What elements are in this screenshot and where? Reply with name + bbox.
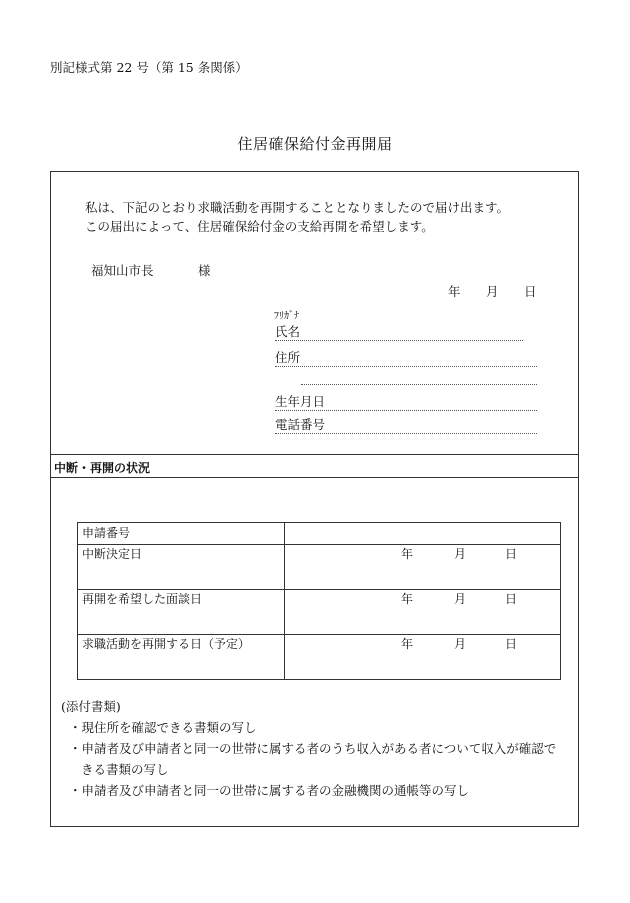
year-label: 年 bbox=[401, 592, 414, 606]
table-row bbox=[78, 590, 561, 635]
attachment-item: ・申請者及び申請者と同一の世帯に属する者のうち収入がある者について収入が確認で bbox=[69, 741, 557, 756]
form-number: 別記様式第 22 号（第 15 条関係） bbox=[50, 60, 248, 75]
year-label: 年 bbox=[401, 547, 414, 561]
declaration-line-1: 私は、下記のとおり求職活動を再開することとなりましたので届け出ます。 bbox=[85, 200, 510, 215]
date-day-label: 日 bbox=[524, 284, 537, 299]
form-frame bbox=[50, 171, 579, 827]
addressee-name: 福知山市長 bbox=[91, 263, 154, 278]
addressee-honorific: 様 bbox=[198, 263, 211, 278]
suspension-date-value[interactable] bbox=[285, 545, 561, 590]
day-label: 日 bbox=[505, 637, 518, 651]
day-label: 日 bbox=[505, 592, 518, 606]
day-label: 日 bbox=[505, 547, 518, 561]
interview-date-value[interactable] bbox=[285, 590, 561, 635]
year-label: 年 bbox=[401, 637, 414, 651]
declaration bbox=[85, 198, 509, 236]
furigana-label: ﾌﾘｶﾞﾅ bbox=[274, 311, 299, 322]
name-label: 氏名 bbox=[275, 324, 301, 339]
resume-date-label: 求職活動を再開する日（予定） bbox=[78, 635, 285, 680]
suspension-date-label: 中断決定日 bbox=[78, 545, 285, 590]
application-number-label: 申請番号 bbox=[78, 523, 285, 545]
attachment-item: ・申請者及び申請者と同一の世帯に属する者の金融機関の通帳等の写し bbox=[69, 783, 470, 798]
name-field[interactable] bbox=[275, 323, 523, 341]
document-title: 住居確保給付金再開届 bbox=[237, 135, 393, 153]
birthdate-label: 生年月日 bbox=[275, 394, 326, 409]
phone-label: 電話番号 bbox=[275, 417, 326, 432]
birthdate-field[interactable] bbox=[275, 393, 537, 411]
table-row bbox=[78, 635, 561, 680]
application-number-value[interactable] bbox=[285, 523, 561, 545]
month-label: 月 bbox=[454, 637, 467, 651]
status-section-header bbox=[51, 454, 578, 478]
resume-date-value[interactable] bbox=[285, 635, 561, 680]
interview-date-label: 再開を希望した面談日 bbox=[78, 590, 285, 635]
table-row bbox=[78, 523, 561, 545]
attachments bbox=[61, 696, 556, 801]
status-table bbox=[77, 522, 561, 680]
phone-field[interactable] bbox=[275, 416, 537, 434]
attachment-item-continued: きる書類の写し bbox=[81, 762, 169, 777]
address-field[interactable] bbox=[275, 349, 537, 367]
address-field-line-2[interactable] bbox=[301, 372, 537, 385]
declaration-line-2: この届出によって、住居確保給付金の支給再開を希望します。 bbox=[85, 219, 434, 234]
attachments-title: (添付書類) bbox=[61, 699, 121, 714]
status-section-title: 中断・再開の状況 bbox=[54, 461, 151, 475]
address-label: 住所 bbox=[275, 350, 301, 365]
date-year-label: 年 bbox=[448, 284, 461, 299]
table-row bbox=[78, 545, 561, 590]
attachment-item: ・現住所を確認できる書類の写し bbox=[69, 720, 257, 735]
date-month-label: 月 bbox=[486, 284, 499, 299]
month-label: 月 bbox=[454, 592, 467, 606]
month-label: 月 bbox=[454, 547, 467, 561]
